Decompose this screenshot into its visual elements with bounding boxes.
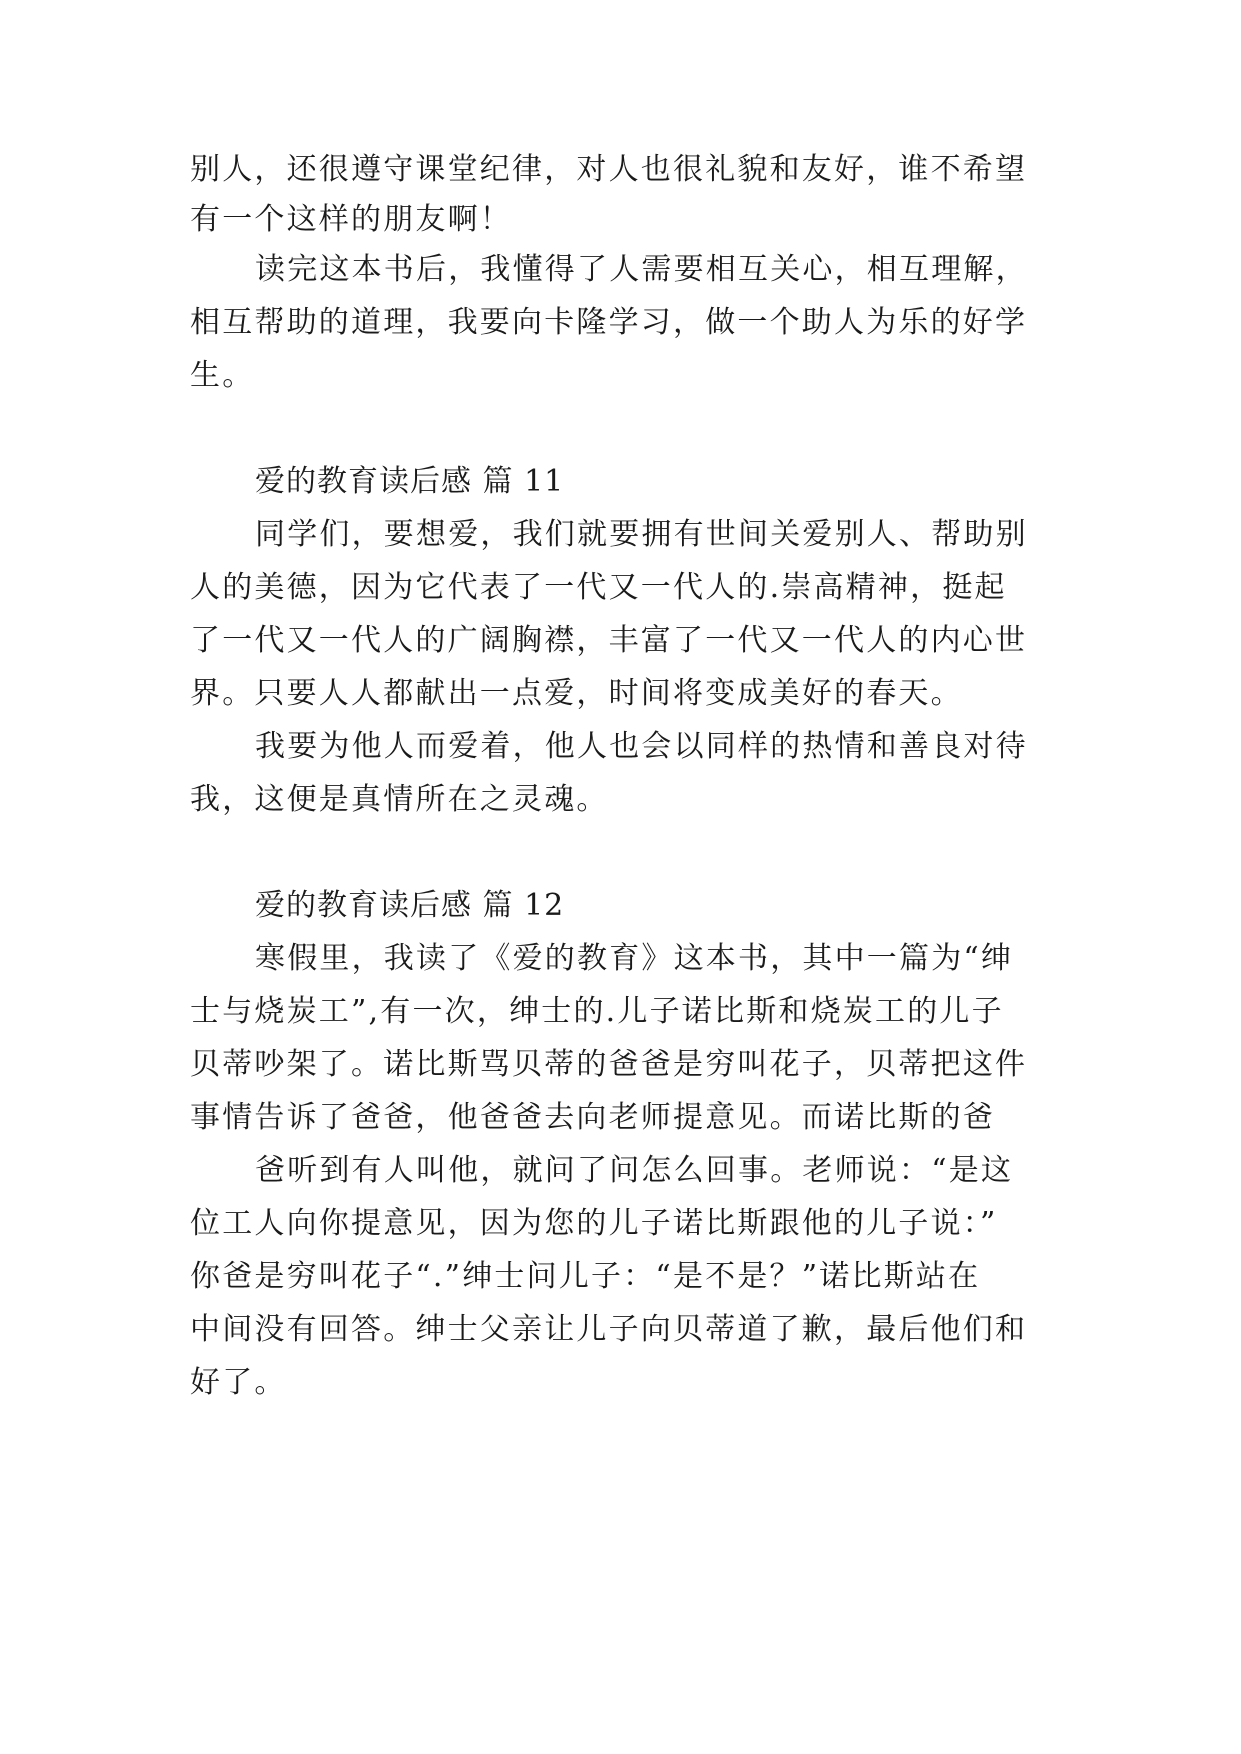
paragraph-line: 贝蒂吵架了。诺比斯骂贝蒂的爸爸是穷叫花子，贝蒂把这件 — [190, 1047, 1028, 1082]
paragraph-line: 士与烧炭工”,有一次，绅士的.儿子诺比斯和烧炭工的儿子 — [190, 994, 1004, 1029]
paragraph-line: 我，这便是真情所在之灵魂。 — [190, 782, 609, 817]
paragraph-line: 读完这本书后，我懂得了人需要相互关心，相互理解， — [255, 252, 1028, 287]
section-heading: 爱的教育读后感 篇 12 — [255, 888, 565, 923]
paragraph-line: 中间没有回答。绅士父亲让儿子向贝蒂道了歉，最后他们和 — [190, 1312, 1028, 1347]
paragraph-line: 相互帮助的道理，我要向卡隆学习，做一个助人为乐的好学 — [190, 305, 1028, 340]
paragraph-line: 寒假里，我读了《爱的教育》这本书，其中一篇为“绅 — [255, 941, 1014, 976]
paragraph-line: 别人，还很遵守课堂纪律，对人也很礼貌和友好，谁不希望 — [190, 152, 1028, 187]
paragraph-line: 好了。 — [190, 1365, 287, 1400]
paragraph-line: 了一代又一代人的广阔胸襟，丰富了一代又一代人的内心世 — [190, 623, 1028, 658]
paragraph-line: 位工人向你提意见，因为您的儿子诺比斯跟他的儿子说：” — [190, 1206, 998, 1241]
paragraph-line: 爸听到有人叫他，就问了问怎么回事。老师说：“是这 — [255, 1153, 1014, 1188]
paragraph-line: 界。只要人人都献出一点爱，时间将变成美好的春天。 — [190, 676, 963, 711]
paragraph-line: 事情告诉了爸爸，他爸爸去向老师提意见。而诺比斯的爸 — [190, 1100, 995, 1135]
paragraph-line: 同学们，要想爱，我们就要拥有世间关爱别人、帮助别 — [255, 517, 1028, 552]
paragraph-line: 我要为他人而爱着，他人也会以同样的热情和善良对待 — [255, 729, 1028, 764]
section-heading: 爱的教育读后感 篇 11 — [255, 464, 565, 499]
paragraph-line: 你爸是穷叫花子“.”绅士问儿子：“是不是？”诺比斯站在 — [190, 1259, 981, 1294]
paragraph-line: 人的美德，因为它代表了一代又一代人的.崇高精神，挺起 — [190, 570, 1007, 605]
paragraph-line: 有一个这样的朋友啊！ — [190, 202, 512, 237]
paragraph-line: 生。 — [190, 358, 255, 393]
